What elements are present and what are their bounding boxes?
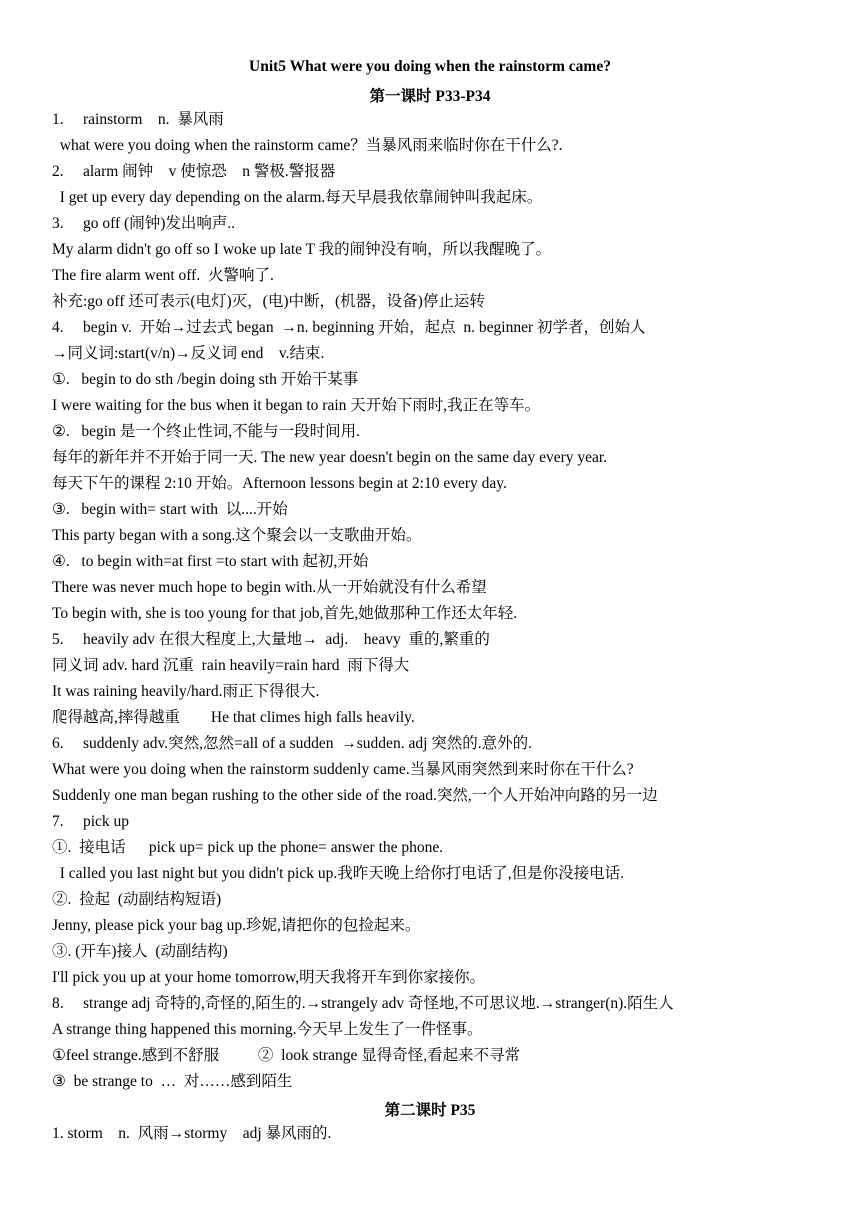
text-line: ③ be strange to … 对……感到陌生 xyxy=(52,1073,293,1090)
text-line: Suddenly one man began rushing to the other side of the road.突然,一个人开始冲向路的另一边 xyxy=(52,787,658,804)
text-line: 8. strange adj 奇特的,奇怪的,陌生的.→strangely adv 奇怪地,不可思议地.→stranger(n).陌生人 xyxy=(52,995,674,1012)
text-line: ②. begin 是一个终止性词,不能与一段时间用. xyxy=(52,423,360,440)
text-line: 1. rainstorm n. 暴风雨 xyxy=(52,111,224,128)
text-line: 每年的新年并不开始于同一天. The new year doesn't begin on the same day every year. xyxy=(52,449,608,466)
lesson1-heading: 第一课时 P33-P34 xyxy=(369,88,491,105)
text-line: A strange thing happened this morning.今天早上发生了一件怪事。 xyxy=(52,1021,483,1038)
text-line: 每天下午的课程 2:10 开始。Afternoon lessons begin at 2:10 every day. xyxy=(52,475,507,492)
text-line: 7. pick up xyxy=(52,813,130,830)
text-line: I were waiting for the bus when it began to rain 天开始下雨时,我正在等车。 xyxy=(52,397,541,414)
text-line: My alarm didn't go off so I woke up late T 我的闹钟没有响，所以我醒晚了。 xyxy=(52,241,552,258)
text-line: ①. begin to do sth /begin doing sth 开始干某事 xyxy=(52,371,359,388)
text-line: 爬得越高,摔得越重 He that climes high falls heavily. xyxy=(52,709,415,726)
text-line: ①feel strange.感到不舒服 ② look strange 显得奇怪,看起来不寻常 xyxy=(52,1047,521,1064)
text-line: It was raining heavily/hard.雨正下得很大. xyxy=(52,683,320,700)
text-line: →同义词:start(v/n)→反义词 end v.结束. xyxy=(52,345,325,362)
text-line: To begin with, she is too young for that job,首先,她做那种工作还太年轻. xyxy=(52,605,518,622)
text-line: There was never much hope to begin with.从一开始就没有什么希望 xyxy=(52,579,487,596)
text-line: ③. begin with= start with 以....开始 xyxy=(52,501,288,518)
text-line: ②. 捡起 (动副结构短语) xyxy=(52,891,222,908)
lesson2-line: 1. storm n. 风雨→stormy adj 暴风雨的. xyxy=(52,1125,332,1142)
text-line: I'll pick you up at your home tomorrow,明天我将开车到你家接你。 xyxy=(52,969,486,986)
text-line: ③. (开车)接人 (动副结构) xyxy=(52,943,228,960)
document-title: Unit5 What were you doing when the rainstorm came? xyxy=(249,58,611,75)
text-line: I called you last night but you didn't pick up.我昨天晚上给你打电话了,但是你没接电话. xyxy=(52,865,624,882)
text-line: ①. 接电话 pick up= pick up the phone= answer the phone. xyxy=(52,839,444,856)
text-line: What were you doing when the rainstorm suddenly came.当暴风雨突然到来时你在干什么? xyxy=(52,761,634,778)
lesson2-heading: 第二课时 P35 xyxy=(384,1102,476,1119)
text-line: 补充:go off 还可表示(电灯)灭，(电)中断，(机器，设备)停止运转 xyxy=(52,293,485,310)
text-line: 2. alarm 闹钟 v 使惊恐 n 警极.警报器 xyxy=(52,163,336,180)
text-line: what were you doing when the rainstorm came？当暴风雨来临时你在干什么?. xyxy=(52,137,563,154)
text-line: 6. suddenly adv.突然,忽然=all of a sudden →sudden. adj 突然的.意外的. xyxy=(52,735,533,752)
text-line: Jenny, please pick your bag up.珍妮,请把你的包捡起来。 xyxy=(52,917,421,934)
text-line: The fire alarm went off. 火警响了. xyxy=(52,267,274,284)
text-line: I get up every day depending on the alarm.每天早晨我依靠闹钟叫我起床。 xyxy=(52,189,543,206)
text-line: 5. heavily adv 在很大程度上,大量地→ adj. heavy 重的,繁重的 xyxy=(52,631,490,648)
text-line: 4. begin v. 开始→过去式 began →n. beginning 开始，起点 n. beginner 初学者，创始人 xyxy=(52,319,646,336)
text-line: 3. go off (闹钟)发出响声.. xyxy=(52,215,236,232)
text-line: 同义词 adv. hard 沉重 rain heavily=rain hard 雨下得大 xyxy=(52,657,410,674)
text-line: ④. to begin with=at first =to start with 起初,开始 xyxy=(52,553,369,570)
text-line: This party began with a song.这个聚会以一支歌曲开始。 xyxy=(52,527,422,544)
